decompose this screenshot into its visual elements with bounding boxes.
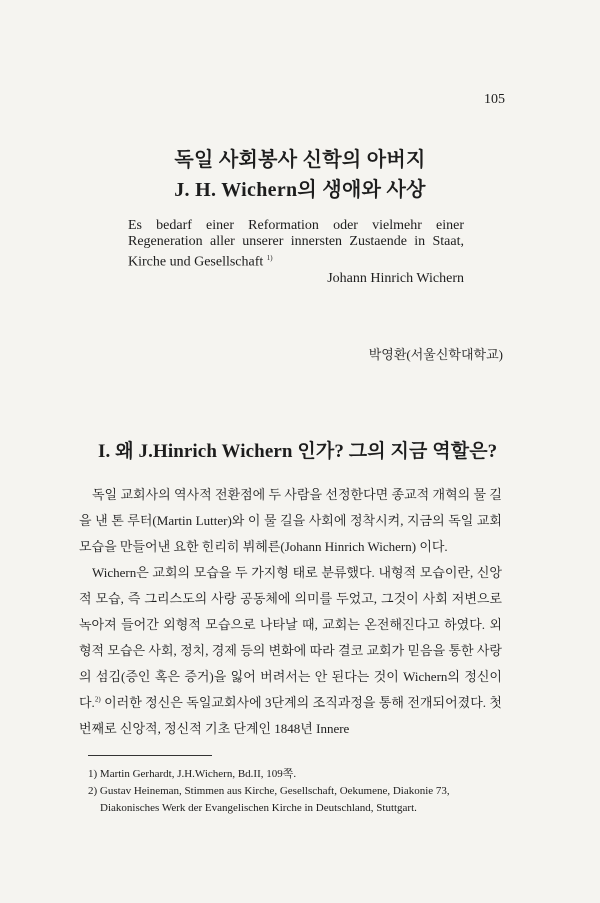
body-paragraph-2 [79, 560, 502, 742]
body-text [79, 482, 502, 742]
title-line-2: J. H. Wichern의 생애와 사상 [174, 179, 426, 201]
footnote-2-line-2: Diakonisches Werk der Evangelischen Kirche in Deutschland, Stuttgart. [100, 802, 417, 814]
epigraph-quote [128, 218, 464, 271]
epigraph [128, 218, 464, 287]
epigraph-author: Johann Hinrich Wichern [327, 270, 464, 286]
body-paragraph-2-part-2: 이러한 정신은 독일교회사에 3단계의 조직과정을 통해 전개되어졌다. 첫 번째로 신앙적, 정신적 기초 단계인 1848년 Innere [79, 695, 502, 736]
footnote-1: 1) Martin Gerhardt, J.H.Wichern, Bd.II, 109쪽. [88, 768, 297, 780]
body-paragraph-2-part-1: Wichern은 교회의 모습을 두 가지형 태로 분류했다. 내형적 모습이란, 신앙적 모습, 즉 그리스도의 사랑 공동체에 의미를 두었고, 그것이 사회 저변으로 녹아져 들어간 외형적 모습으로 나타날 때, 교회는 온전해진다고 하였다. 외형적 모습은 사회, 정치, 경제 등의 변화에 따라 결코 교회가 믿음을 통한 사랑의 섬김(증인 혹은 증거)을 잃어 버려서는 안 된다는 것이 Wichern의 정신이다. [79, 565, 502, 710]
article-title [0, 145, 600, 205]
title-line-1: 독일 사회봉사 신학의 아버지 [174, 149, 426, 171]
epigraph-footnote-mark: 1) [266, 254, 273, 262]
author-byline: 박영환(서울신학대학교) [368, 347, 503, 362]
section-heading: I. 왜 J.Hinrich Wichern 인가? 그의 지금 역할은? [98, 441, 498, 462]
footnote-2-line-1: 2) Gustav Heineman, Stimmen aus Kirche, Gesellschaft, Oekumene, Diakonie 73, [88, 785, 450, 797]
footnote-divider [88, 755, 212, 756]
footnotes [88, 766, 508, 817]
footnote-mark-2: 2) [94, 695, 101, 704]
epigraph-text: Es bedarf einer Reformation oder vielmehr einer Regeneration aller unserer innersten Zustaende in Staat, Kirche und Gesellschaft [128, 218, 464, 270]
page-number: 105 [484, 92, 505, 107]
body-paragraph-1: 독일 교회사의 역사적 전환점에 두 사람을 선정한다면 종교적 개혁의 물 길을 낸 톤 루터(Martin Lutter)와 이 물 길을 사회에 정착시켜, 지금의 독일 교회 모습을 만들어낸 요한 힌리히 뷔헤른(Johann Hinrich Wichern) 이다. [79, 487, 502, 554]
